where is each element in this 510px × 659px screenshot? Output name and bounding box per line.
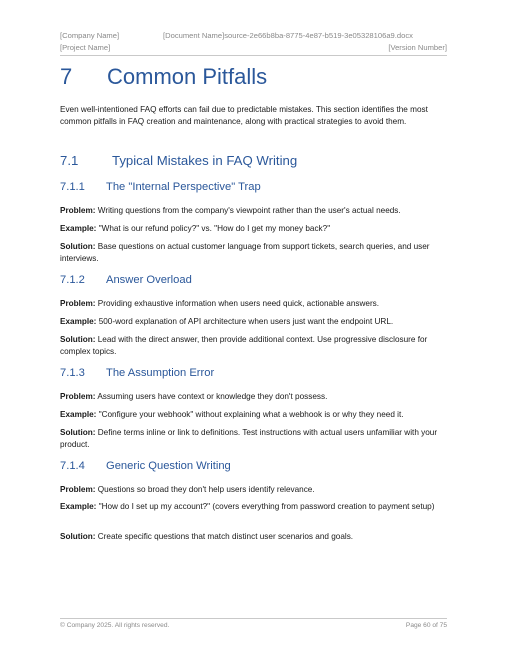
solution-label: Solution: <box>60 242 96 251</box>
header-project: [Project Name] <box>60 43 111 52</box>
problem-label: Problem: <box>60 392 96 401</box>
item-heading <box>60 181 261 193</box>
example-label: Example: <box>60 224 97 233</box>
item-number: 7.1.3 <box>60 367 85 379</box>
solution-paragraph <box>60 241 450 264</box>
example-text: "Configure your webhook" without explaining what a webhook is or why they need it. <box>98 410 404 419</box>
solution-paragraph <box>60 427 450 450</box>
solution-paragraph <box>60 531 450 543</box>
item-heading <box>60 274 192 286</box>
solution-label: Solution: <box>60 428 96 437</box>
problem-text: Providing exhaustive information when users need quick, actionable answers. <box>97 299 380 308</box>
footer-copyright: © Company 2025. All rights reserved. <box>60 622 170 629</box>
item-number: 7.1.2 <box>60 274 85 286</box>
item-title: Generic Question Writing <box>106 460 231 472</box>
solution-text: Lead with the direct answer, then provide additional context. Use progressive disclosure for complex topics. <box>60 335 428 356</box>
header-company: [Company Name] <box>60 31 120 40</box>
problem-text: Writing questions from the company's viewpoint rather than the user's actual needs. <box>97 206 401 215</box>
problem-paragraph <box>60 484 450 496</box>
example-label: Example: <box>60 410 97 419</box>
footer-rule <box>60 618 447 619</box>
solution-label: Solution: <box>60 335 96 344</box>
footer-page-number: Page 60 of 75 <box>405 622 447 629</box>
problem-paragraph <box>60 205 450 217</box>
section-heading <box>60 64 267 90</box>
subsection-title: Typical Mistakes in FAQ Writing <box>112 153 298 168</box>
section-number: 7 <box>60 64 73 89</box>
item-number: 7.1.4 <box>60 460 85 472</box>
example-paragraph <box>60 316 450 328</box>
solution-label: Solution: <box>60 532 96 541</box>
problem-label: Problem: <box>60 299 96 308</box>
problem-label: Problem: <box>60 485 96 494</box>
section-title: Common Pitfalls <box>107 64 268 89</box>
item-title: Answer Overload <box>106 274 192 286</box>
example-text: 500-word explanation of API architecture when users just want the endpoint URL. <box>98 317 394 326</box>
item-heading <box>60 367 214 379</box>
item-number: 7.1.1 <box>60 181 85 193</box>
example-label: Example: <box>60 317 97 326</box>
example-text: "How do I set up my account?" (covers everything from password creation to payment setup) <box>98 502 435 511</box>
item-title: The "Internal Perspective" Trap <box>106 181 261 193</box>
subsection-heading <box>60 153 297 168</box>
header-version: [Version Number] <box>388 43 447 52</box>
solution-text: Create specific questions that match distinct user scenarios and goals. <box>97 532 354 541</box>
item-title: The Assumption Error <box>106 367 215 379</box>
problem-text: Questions so broad they don't help users identify relevance. <box>97 485 315 494</box>
solution-paragraph <box>60 334 450 357</box>
example-paragraph <box>60 501 450 513</box>
section-intro: Even well-intentioned FAQ efforts can fail due to predictable mistakes. This section identifies the most common pitfalls in FAQ creation and maintenance, along with practical strategies to avoid them. <box>60 105 428 126</box>
subsection-number: 7.1 <box>60 153 79 168</box>
example-text: "What is our refund policy?" vs. "How do I get my money back?" <box>98 224 331 233</box>
problem-label: Problem: <box>60 206 96 215</box>
item-heading <box>60 460 231 472</box>
solution-text: Define terms inline or link to definitions. Test instructions with actual users unfamiliar with your product. <box>60 428 438 449</box>
header-document-name: [Document Name]source-2e66b8ba-8775-4e87-b519-3e05328106a9.docx <box>163 31 413 40</box>
problem-text: Assuming users have context or knowledge they don't possess. <box>97 392 328 401</box>
example-paragraph <box>60 409 450 421</box>
problem-paragraph <box>60 391 450 403</box>
header-rule <box>60 55 447 56</box>
solution-text: Base questions on actual customer language from support tickets, search queries, and user interviews. <box>60 242 430 263</box>
example-label: Example: <box>60 502 97 511</box>
example-paragraph <box>60 223 450 235</box>
problem-paragraph <box>60 298 450 310</box>
